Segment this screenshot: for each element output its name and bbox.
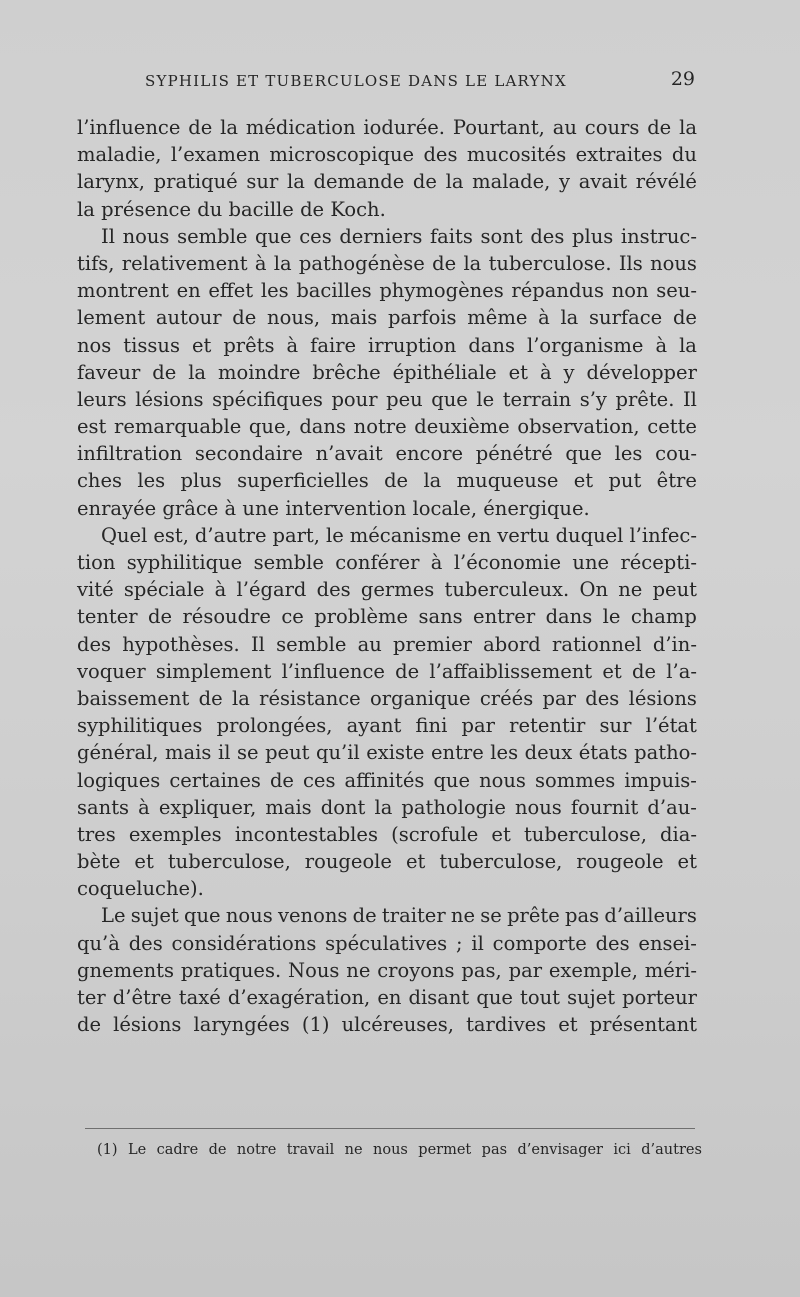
page-header (145, 68, 695, 98)
footnote: (1) Le cadre de notre travail ne nous permet pas d’envisager ici d’autres (97, 1142, 702, 1158)
text-line: Quel est, d’autre part, le mécanisme en vertu duquel l’infec- (101, 523, 697, 547)
text-line: sants à expliquer, mais dont la pathologie nous fournit d’au- (77, 795, 697, 819)
text-line: Il nous semble que ces derniers faits sont des plus instruc- (101, 224, 697, 248)
text-line: montrent en effet les bacilles phymogènes répandus non seu- (77, 279, 697, 303)
text-line: tion syphilitique semble conférer à l’économie une récepti- (77, 551, 697, 574)
text-line: infiltration secondaire n’avait encore pénétré que les cou- (77, 442, 697, 466)
text-line: tres exemples incontestables (scrofule et tuberculose, dia- (77, 822, 697, 846)
text-line: général, mais il se peut qu’il existe entre les deux états patho- (77, 741, 697, 765)
text-line: maladie, l’examen microscopique des mucosités extraites du (77, 143, 697, 167)
text-line: leurs lésions spécifiques pour peu que le terrain s’y prête. Il (77, 387, 697, 411)
text-line: syphilitiques prolongées, ayant fini par retentir sur l’état (77, 714, 697, 738)
page-number: 29 (670, 68, 695, 90)
text-line: enrayée grâce à une intervention locale, énergique. (77, 496, 590, 520)
text-line: bète et tuberculose, rougeole et tuberculose, rougeole et (77, 850, 697, 874)
text-line: gnements pratiques. Nous ne croyons pas, par exemple, méri- (77, 958, 697, 982)
text-line: tifs, relativement à la pathogénèse de la tuberculose. Ils nous (77, 251, 697, 275)
text-line: des hypothèses. Il semble au premier abord rationnel d’in- (77, 632, 697, 656)
body-text (77, 114, 697, 1038)
text-line: baissement de la résistance organique créés par des lésions (77, 686, 697, 710)
text-line: tenter de résoudre ce problème sans entrer dans le champ (77, 605, 697, 629)
text-line: est remarquable que, dans notre deuxième observation, cette (77, 415, 697, 439)
text-line: ches les plus superficielles de la muqueuse et put être (77, 469, 697, 493)
text-line: la présence du bacille de Koch. (77, 197, 386, 221)
text-line: vité spéciale à l’égard des germes tuberculeux. On ne peut (77, 578, 697, 602)
text-line: Le sujet que nous venons de traiter ne se prête pas d’ailleurs (101, 904, 697, 928)
text-line: faveur de la moindre brêche épithéliale et à y développer (77, 360, 697, 384)
text-line: lement autour de nous, mais parfois même à la surface de (77, 306, 697, 330)
text-line: coqueluche). (77, 877, 204, 901)
text-line: de lésions laryngées (1) ulcéreuses, tardives et présentant (77, 1013, 697, 1037)
text-line: qu’à des considérations spéculatives ; il comporte des ensei- (77, 931, 697, 955)
text-line: larynx, pratiqué sur la demande de la malade, y avait révélé (77, 170, 697, 194)
text-line: logiques certaines de ces affinités que nous sommes impuis- (77, 768, 697, 792)
footnote-rule (85, 1128, 695, 1129)
text-line: nos tissus et prêts à faire irruption dans l’organisme à la (77, 333, 697, 357)
running-title: SYPHILIS ET TUBERCULOSE DANS LE LARYNX (145, 72, 567, 90)
text-line: voquer simplement l’influence de l’affaiblissement et de l’a- (77, 659, 697, 683)
text-line: l’influence de la médication iodurée. Pourtant, au cours de la (77, 116, 697, 139)
text-line: ter d’être taxé d’exagération, en disant que tout sujet porteur (77, 986, 697, 1009)
